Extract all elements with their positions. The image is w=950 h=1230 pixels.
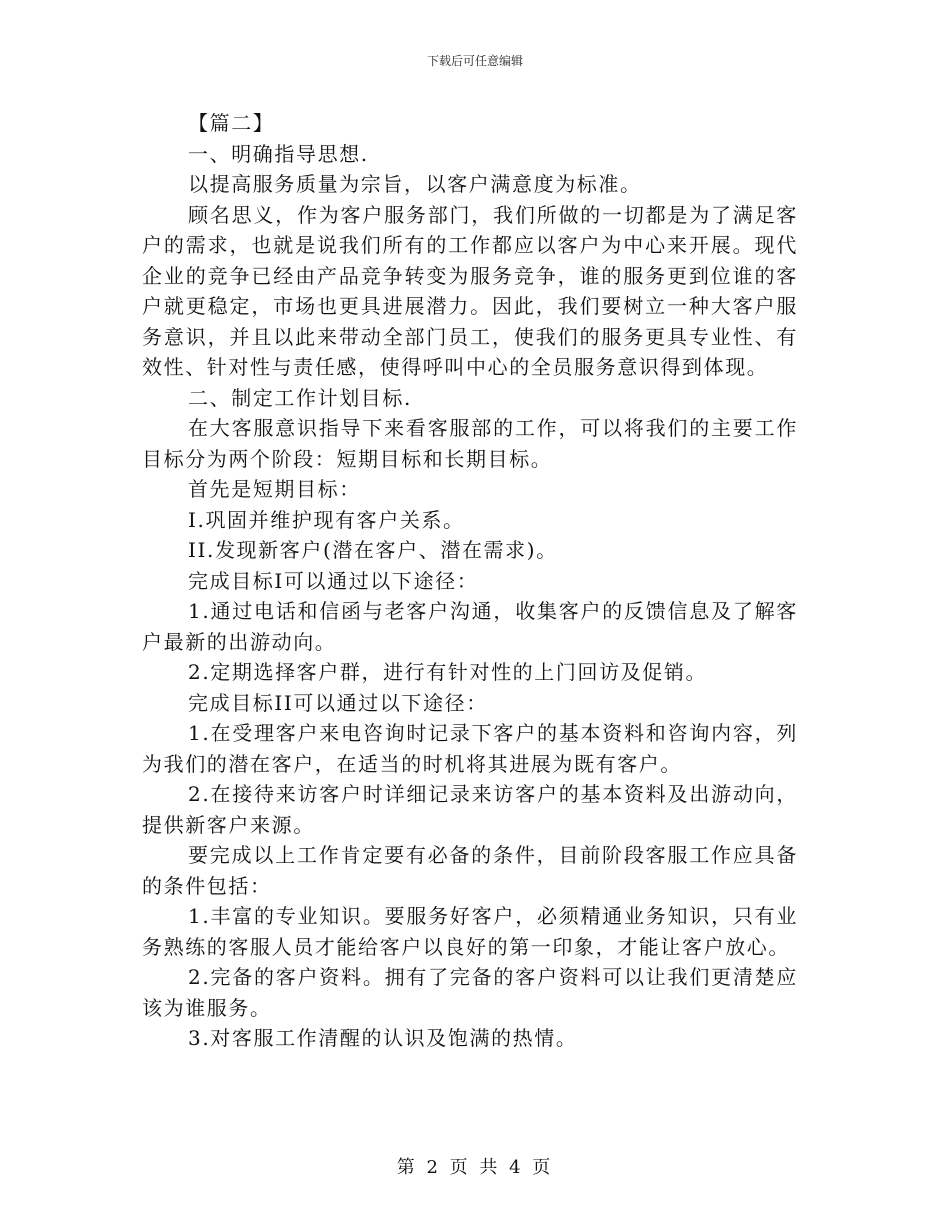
heading-work-plan: 二、制定工作计划目标. [188,385,412,410]
section-heading: 【篇二】 [188,111,275,135]
list-item: II.发现新客户(潜在客户、潜在需求)。 [188,538,558,562]
page-number: 第 2 页 共 4 页 [396,1157,554,1178]
page-header-note: 下载后可任意编辑 [426,54,523,68]
list-item: I.巩固并维护现有客户关系。 [188,507,465,532]
paragraph: 要完成以上工作肯定要有必备的条件，目前阶段客服工作应具备的条件包括： [142,843,798,898]
heading-guiding-thought: 一、明确指导思想. [188,141,369,166]
list-item: 2.在接待来访客户时详细记录来访客户的基本资料及出游动向，提供新客户来源。 [142,782,798,837]
paragraph: 顾名思义，作为客户服务部门，我们所做的一切都是为了满足客户的需求，也就是说我们所有的工作都应以客户为中心来开展。现代企业的竞争已经由产品竞争转变为服务竞争，谁的服务更到位谁的客户就更稳定，市场也更具进展潜力。因此，我们要树立一种大客户服务意识，并且以此来带动全部门员工，使我们的服务更具专业性、有效性、针对性与责任感，使得呼叫中心的全员服务意识得到体现。 [142,202,798,379]
document-body [142,108,798,1054]
list-item: 2.定期选择客户群，进行有针对性的上门回访及促销。 [188,660,708,684]
paragraph: 完成目标I可以通过以下途径： [188,568,479,593]
paragraph: 以提高服务质量为宗旨，以客户满意度为标准。 [188,172,642,196]
paragraph: 首先是短期目标： [188,477,361,501]
list-item: 2.完备的客户资料。拥有了完备的客户资料可以让我们更清楚应该为谁服务。 [142,965,798,1020]
paragraph: 在大客服意识指导下来看客服部的工作，可以将我们的主要工作目标分为两个阶段：短期目标和长期目标。 [142,416,798,471]
list-item: 1.在受理客户来电咨询时记录下客户的基本资料和咨询内容，列为我们的潜在客户，在适当的时机将其进展为既有客户。 [142,721,798,776]
list-item: 1.通过电话和信函与老客户沟通，收集客户的反馈信息及了解客户最新的出游动向。 [142,599,798,654]
list-item: 1.丰富的专业知识。要服务好客户，必须精通业务知识，只有业务熟练的客服人员才能给客户以良好的第一印象，才能让客户放心。 [142,904,798,959]
list-item: 3.对客服工作清醒的认识及饱满的热情。 [188,1026,578,1050]
paragraph: 完成目标II可以通过以下途径： [188,690,488,715]
